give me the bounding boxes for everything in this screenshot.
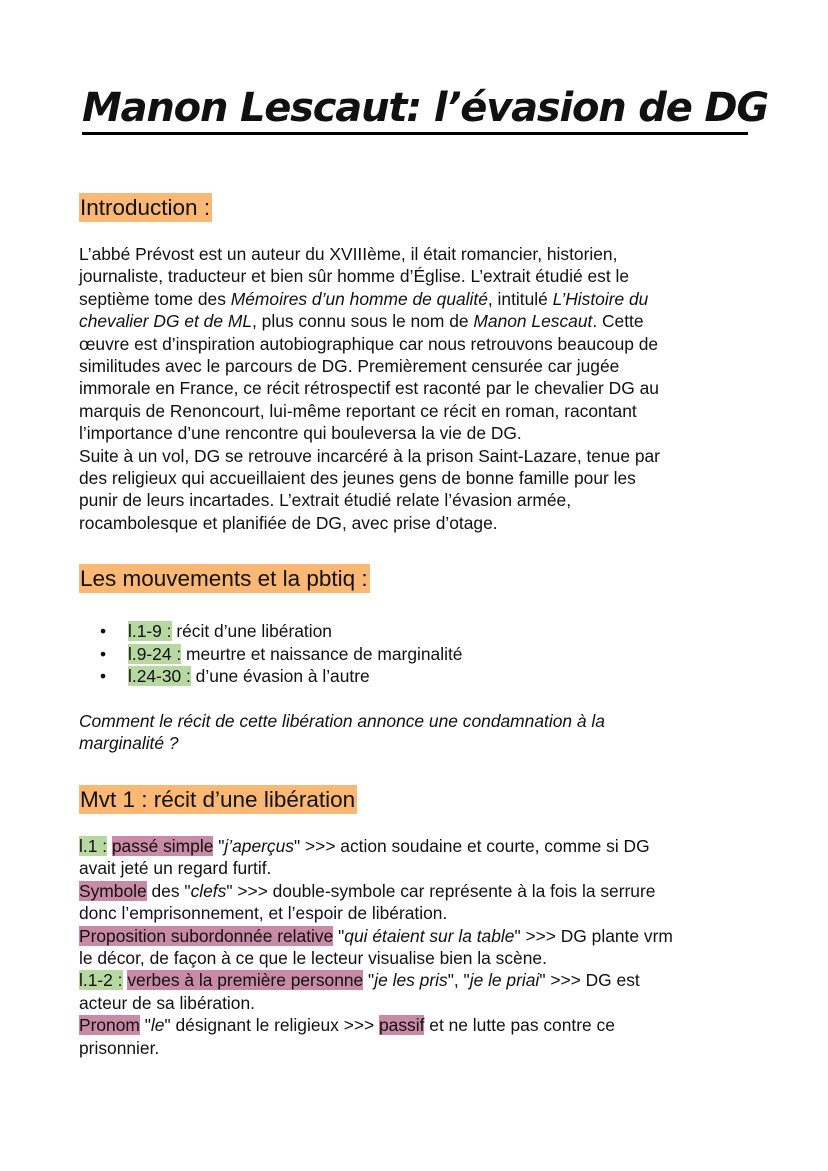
text-line [79,835,673,857]
figure-of-speech-highlight: Proposition subordonnée relative [79,925,334,946]
text-segment: septième tome des [79,288,231,309]
text-line [79,310,660,332]
text-line [79,1037,673,1059]
text-line [79,445,660,467]
text-line [79,243,660,265]
heading-movements: Les mouvements et la pbtiq : [80,566,368,591]
line-ref-highlight: l.1 : [79,836,108,856]
figure-of-speech-highlight: passé simple [111,836,214,856]
figure-of-speech-highlight: verbes à la première personne [127,970,364,991]
text-segment: " >>> double-symbole car représente à la fois la serrure [226,880,656,901]
text-line [79,925,673,947]
text-line [79,947,673,969]
document-title: Manon Lescaut: l’évasion de DG [82,84,748,135]
italic-text: clefs [190,880,227,901]
text-line [79,489,660,511]
text-segment: immorale en France, ce récit rétrospectif est raconté par le chevalier DG au [79,378,659,399]
movement-item [100,643,462,666]
movement-label: d’une évasion à l’autre [190,666,370,687]
text-line [79,265,660,287]
italic-text: marginalité ? [79,733,179,754]
text-segment: Suite à un vol, DG se retrouve incarcéré à la prison Saint-Lazare, tenue par [79,445,660,466]
movement-label: meurtre et naissance de marginalité [181,643,463,664]
problematic-question [79,710,605,755]
mvt1-analysis [79,835,673,1059]
text-segment: prisonnier. [79,1037,160,1058]
text-segment: des religieux qui accueillaient des jeunes gens de bonne famille pour les [79,468,636,489]
figure-of-speech-highlight: Symbole [79,880,147,901]
text-segment: " >>> DG plante vrm [514,925,673,946]
text-line [79,467,660,489]
italic-text: je les pris [374,970,448,991]
text-segment: L’abbé Prévost est un auteur du XVIIIème, il était romancier, historien, [79,244,618,264]
text-segment: avait jeté un regard furtif. [79,858,272,879]
text-line [79,400,660,422]
italic-text: L’Histoire du [552,288,649,309]
text-line [79,732,605,754]
line-ref-highlight: l.24-30 : [128,666,191,687]
italic-text: je le priai [469,970,540,991]
text-segment: le décor, de façon à ce que le lecteur visualise bien la scène. [79,948,547,969]
text-line [79,902,673,924]
italic-text: chevalier DG et de ML [79,311,253,332]
text-segment: marquis de Renoncourt, lui-même reportant ce récit en roman, racontant [79,400,637,421]
text-segment: des " [146,880,191,901]
text-segment: " [139,1015,151,1036]
text-segment: " [363,970,375,991]
movement-item [100,620,462,643]
text-line [79,422,660,444]
bullet-icon: • [100,643,107,664]
text-segment: rocambolesque et planifiée de DG, avec prise d’otage. [79,512,498,533]
heading-mvt1: Mvt 1 : récit d’une libération [80,787,356,812]
intro-paragraph [79,243,660,534]
figure-of-speech-highlight: passif [379,1015,425,1036]
text-segment: l’importance d’une rencontre qui bouleversa la vie de DG. [79,423,522,444]
italic-text: le [150,1015,165,1036]
text-line [79,377,660,399]
text-line [79,1014,673,1036]
text-segment: , plus connu sous le nom de [252,311,474,332]
italic-text: Manon Lescaut [473,311,593,332]
text-segment: ", " [447,970,470,991]
movement-item [100,665,462,688]
text-line [79,355,660,377]
text-line [79,880,673,902]
text-segment: journaliste, traducteur et bien sûr homme d’Église. L’extrait étudié est le [79,266,630,287]
movement-label: récit d’une libération [171,621,332,641]
text-segment: acteur de sa libération. [79,992,255,1013]
line-ref-highlight: l.9-24 : [128,643,182,664]
text-segment: similitudes avec le parcours de DG. Premièrement censurée car jugée [79,356,620,377]
bullet-icon: • [100,666,107,687]
text-segment: donc l’emprisonnement, et l’espoir de libération. [79,903,448,924]
line-ref-highlight: l.1-2 : [79,970,123,991]
text-segment: et ne lutte pas contre ce [424,1015,615,1036]
bullet-icon: • [100,621,107,641]
italic-text: j’aperçus [224,836,294,856]
text-line [79,512,660,534]
italic-text: Comment le récit de cette libération annonce une condamnation à la [79,711,605,731]
text-segment: punir de leurs incartades. L’extrait étudié relate l’évasion armée, [79,490,572,511]
text-segment: " >>> DG est [539,970,640,991]
text-line [79,992,673,1014]
text-segment: " [333,925,345,946]
text-segment: œuvre est d’inspiration autobiographique car nous retrouvons beaucoup de [79,333,659,354]
italic-text: qui étaient sur la table [344,925,515,946]
text-segment: " désignant le religieux >>> [164,1015,379,1036]
line-ref-highlight: l.1-9 : [128,621,172,641]
text-line [79,969,673,991]
movements-list [100,620,462,688]
text-line [79,857,673,879]
italic-text: Mémoires d’un homme de qualité [230,288,488,309]
text-line [79,710,605,732]
text-line [79,333,660,355]
text-segment: " >>> action soudaine et courte, comme si DG [294,836,650,856]
text-line [79,288,660,310]
heading-introduction: Introduction : [80,195,211,220]
text-segment: , intitulé [487,288,553,309]
figure-of-speech-highlight: Pronom [79,1015,140,1036]
text-segment: " [213,836,225,856]
text-segment: . Cette [592,311,644,332]
